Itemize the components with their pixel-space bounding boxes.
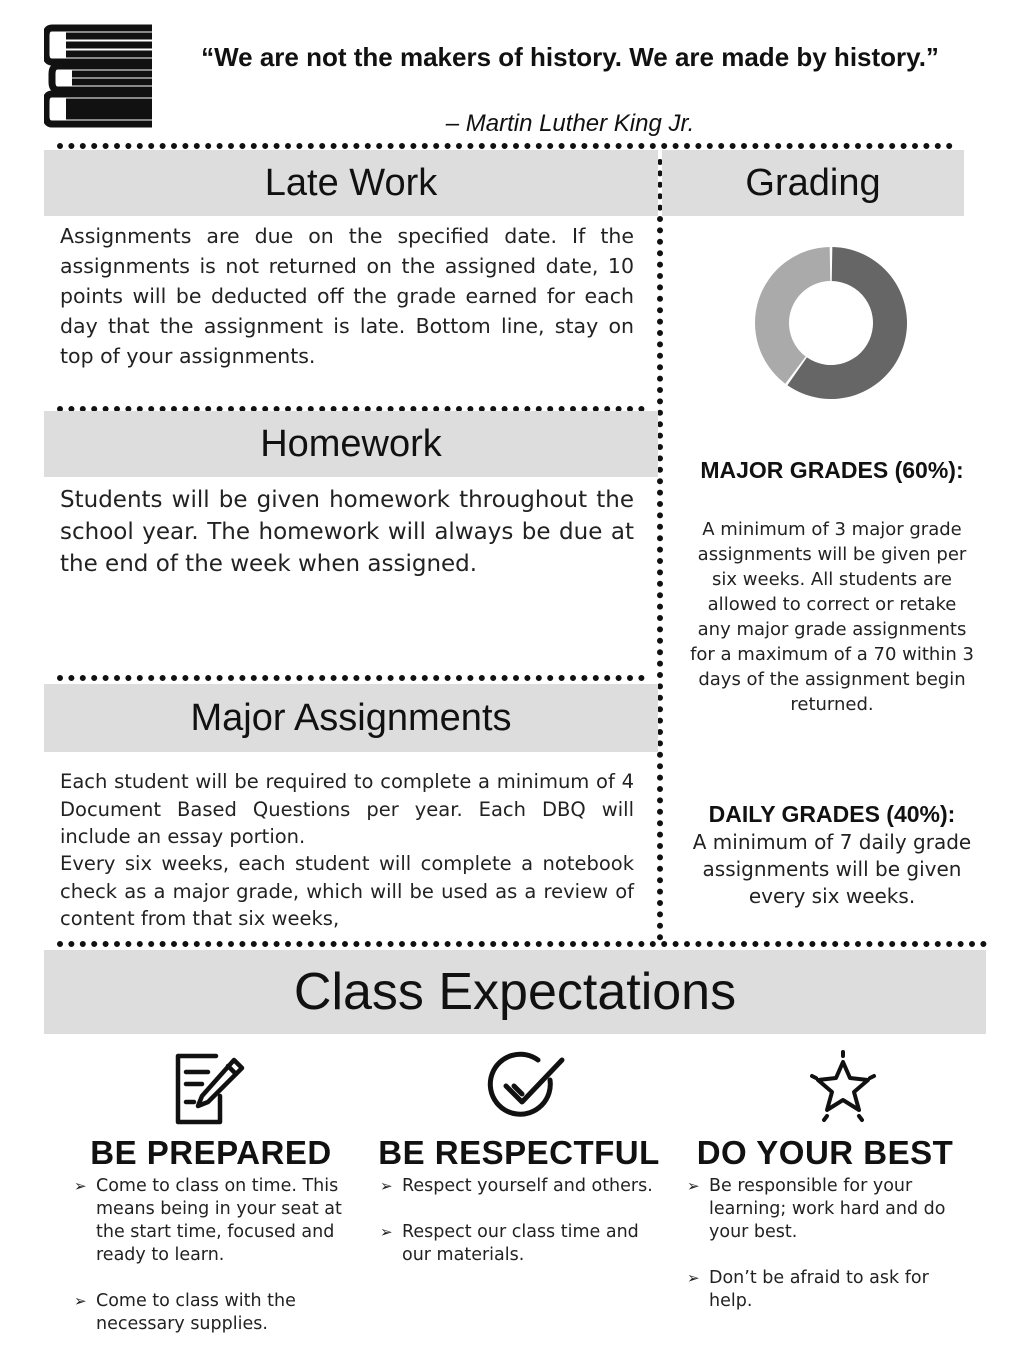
pencil-document-icon: [172, 1052, 248, 1126]
late-work-body: Assignments are due on the specified date. If the assignments is not returned on the assigned date, 10 points will be deducted off the grade earned for each day that the assignment is late. Bottom line, stay on top of your assignments.: [60, 224, 634, 368]
grading-band: [662, 150, 964, 216]
list-item: [370, 1175, 660, 1198]
major-assignments-body-1: Each student will be required to complete a minimum of 4 Document Based Questions per year. Each DBQ will include an essay portion.: [60, 770, 634, 848]
list-item: [64, 1290, 354, 1336]
list-item: [370, 1221, 660, 1267]
major-assignments-title: Major Assignments: [190, 697, 512, 739]
do-your-best-list: [677, 1175, 977, 1336]
list-item-text: Come to class with the necessary supplies.: [96, 1291, 296, 1334]
list-item: [677, 1267, 977, 1313]
stacked-books-icon: [44, 24, 156, 128]
major-grades-body: A minimum of 3 major grade assignments will be given per six weeks. All students are allowed to correct or retake any major grade assignments for a maximum of a 70 within 3 days of the assignment begin returned.: [690, 519, 974, 715]
arrow-bullet-icon: ➢: [380, 1177, 393, 1195]
star-icon: [804, 1050, 882, 1126]
grading-donut-chart: [752, 244, 910, 402]
arrow-bullet-icon: ➢: [380, 1223, 393, 1241]
do-your-best-title: DO YOUR BEST: [696, 1134, 954, 1171]
list-item-text: Come to class on time. This means being in your seat at the start time, focused and ready to learn.: [96, 1176, 342, 1265]
be-respectful-title: BE RESPECTFUL: [378, 1134, 660, 1171]
list-item: [64, 1175, 354, 1267]
class-expectations-band: [44, 950, 986, 1034]
quote-author: – Martin Luther King Jr.: [445, 110, 695, 137]
be-prepared-list: [64, 1175, 354, 1359]
class-expectations-title: Class Expectations: [293, 963, 737, 1021]
daily-grades-heading: DAILY GRADES (40%):: [708, 801, 956, 827]
daily-grades-body: A minimum of 7 daily grade assignments will be given every six weeks.: [692, 830, 972, 908]
list-item: [677, 1175, 977, 1244]
be-prepared-title: BE PREPARED: [90, 1134, 332, 1171]
list-item-text: Be responsible for your learning; work hard and do your best.: [709, 1176, 946, 1242]
arrow-bullet-icon: ➢: [74, 1177, 87, 1195]
dotted-column-divider: [654, 158, 666, 948]
late-work-title: Late Work: [264, 162, 438, 204]
list-item-text: Respect our class time and our materials.: [402, 1222, 639, 1265]
homework-body: Students will be given homework throughout the school year. The homework will always be due at the end of the week when assigned.: [60, 487, 634, 577]
late-work-band: [44, 150, 658, 216]
homework-title: Homework: [260, 423, 442, 465]
homework-band: [44, 411, 658, 477]
grading-title: Grading: [745, 162, 881, 204]
arrow-bullet-icon: ➢: [687, 1269, 700, 1287]
donut-slice-daily-grades: [755, 247, 830, 384]
major-grades-heading: MAJOR GRADES (60%):: [700, 457, 964, 483]
list-item-text: Respect yourself and others.: [402, 1176, 653, 1196]
be-respectful-list: [370, 1175, 660, 1290]
list-item-text: Don’t be afraid to ask for help.: [709, 1268, 929, 1311]
major-assignments-body-2: Every six weeks, each student will complete a notebook check as a major grade, which will be used as a review of content from that six weeks,: [60, 852, 634, 930]
dotted-divider: [56, 672, 652, 684]
check-circle-icon: [486, 1050, 568, 1124]
dotted-divider: [56, 938, 992, 950]
arrow-bullet-icon: ➢: [74, 1292, 87, 1310]
quote-text: “We are not the makers of history. We are made by history.”: [201, 42, 939, 72]
major-assignments-band: [44, 684, 658, 752]
arrow-bullet-icon: ➢: [687, 1177, 700, 1195]
